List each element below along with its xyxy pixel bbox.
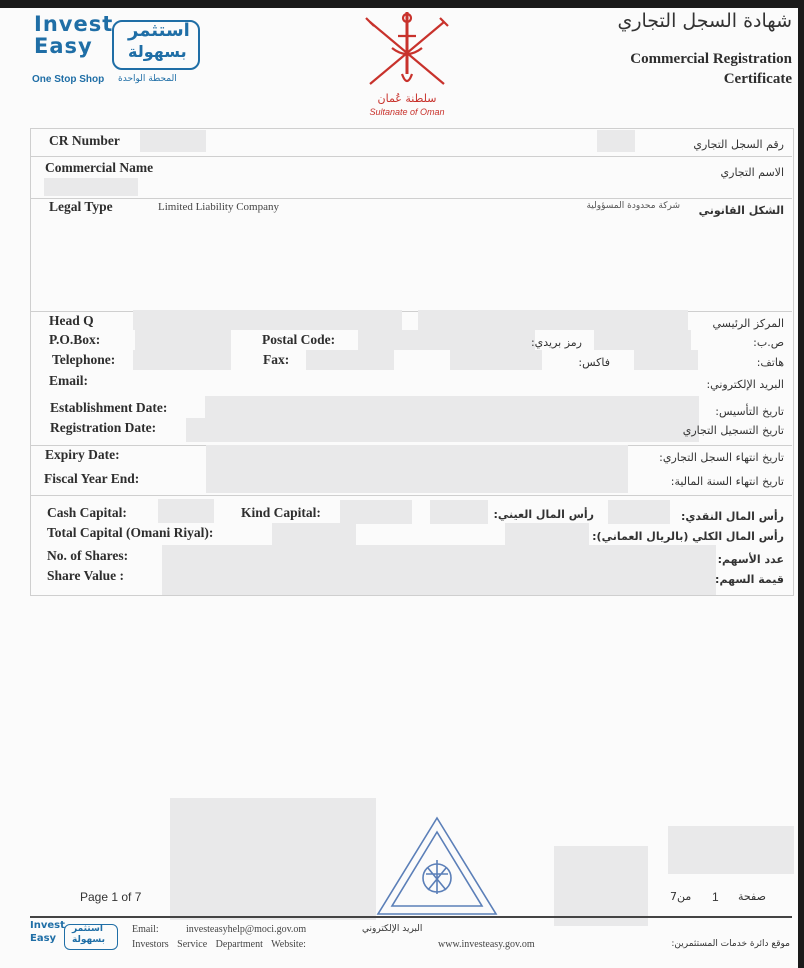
cash-capital-label-ar: رأس المال النقدي: — [680, 510, 784, 523]
kind-capital-label: Kind Capital: — [241, 505, 321, 520]
total-capital-value-redacted — [272, 523, 356, 545]
legal-type-label-ar: الشكل القانوني — [698, 204, 784, 217]
shares-value-redacted — [162, 545, 716, 595]
footer-logo-easy: Easy — [30, 933, 57, 944]
footer-department: Investors Service Department Website: — [132, 939, 306, 950]
divider — [30, 198, 792, 199]
telephone-value-redacted — [133, 350, 231, 370]
head-q-value-redacted — [133, 310, 402, 330]
expiry-date-value-redacted — [206, 445, 628, 493]
emblem-caption-en: Sultanate of Oman — [369, 107, 445, 117]
total-capital-value-redacted-2 — [505, 523, 589, 545]
expiry-date-label: Expiry Date: — [45, 447, 120, 462]
expiry-date-label-ar: تاريخ انتهاء السجل التجاري: — [659, 451, 784, 464]
legal-type-value: Limited Liability Company — [158, 201, 279, 213]
cr-number-value-redacted-2 — [597, 130, 635, 152]
signature-redacted — [170, 798, 376, 920]
email-label-ar: البريد الإلكتروني: — [706, 378, 784, 391]
page-number-ar-of: من7 — [670, 890, 692, 903]
kind-capital-value-redacted-2 — [430, 500, 488, 524]
pobox-label-ar: ص.ب: — [753, 336, 784, 349]
head-q-value-redacted-2 — [418, 310, 688, 330]
khanjar-swords-icon — [352, 8, 462, 98]
commercial-name-value-redacted — [44, 178, 138, 196]
postal-code-label: Postal Code: — [262, 332, 336, 347]
oman-emblem — [352, 8, 462, 120]
logo-tagline-en: One Stop Shop — [32, 74, 105, 85]
registration-date-value-redacted — [186, 418, 699, 442]
total-capital-label: Total Capital (Omani Riyal): — [47, 525, 214, 540]
page-number-ar-label: صفحة — [738, 890, 766, 903]
registration-date-label-ar: تاريخ التسجيل التجاري — [682, 424, 784, 437]
fiscal-year-end-label: Fiscal Year End: — [44, 471, 140, 486]
cash-capital-value-redacted — [158, 499, 214, 523]
commercial-name-label: Commercial Name — [45, 160, 154, 175]
logo-arabic-1: استثمر — [128, 20, 190, 41]
telephone-value-redacted-2 — [634, 350, 698, 370]
title-en-line1: Commercial Registration — [630, 51, 792, 67]
emblem-caption-ar: سلطنة عُمان — [377, 92, 437, 105]
footer-logo — [30, 920, 120, 954]
page-number-ar-num: 1 — [712, 890, 719, 904]
no-of-shares-label-ar: عدد الأسهم: — [717, 553, 784, 566]
pobox-label: P.O.Box: — [49, 332, 101, 347]
cr-number-label: CR Number — [49, 133, 120, 148]
logo-arabic-2: بسهولة — [128, 42, 187, 61]
email-label: Email: — [49, 373, 88, 388]
establishment-date-label-ar: تاريخ التأسيس: — [715, 405, 784, 418]
footer-divider — [30, 916, 792, 918]
logo-easy-text: Easy — [34, 34, 93, 58]
logo-invest-text: Invest — [34, 12, 114, 36]
cash-capital-label: Cash Capital: — [47, 505, 127, 520]
postal-code-label-ar: رمز بريدي: — [530, 336, 582, 349]
head-q-label: Head Q — [49, 313, 94, 328]
legal-type-value-ar: شركة محدودة المسؤولية — [586, 201, 680, 211]
share-value-label: Share Value : — [47, 568, 125, 583]
commercial-name-label-ar: الاسم التجاري — [720, 166, 784, 179]
fax-label-ar: فاكس: — [578, 356, 610, 369]
certificate-page — [0, 8, 798, 968]
registration-date-label: Registration Date: — [50, 420, 157, 435]
fax-value-redacted-2 — [450, 350, 542, 370]
footer-email-label: Email: — [132, 924, 159, 935]
footer-logo-ar-1: استثمر — [72, 924, 103, 934]
cr-number-label-ar: رقم السجل التجاري — [693, 138, 784, 151]
pobox-value-redacted-2 — [594, 330, 691, 350]
share-value-label-ar: قيمة السهم: — [715, 573, 784, 586]
invest-easy-logo — [32, 12, 202, 90]
kind-capital-label-ar: رأس المال العيني: — [493, 508, 594, 521]
cash-capital-value-redacted-2 — [608, 500, 670, 524]
ministry-stamp — [374, 814, 500, 918]
fax-value-redacted — [306, 350, 394, 370]
no-of-shares-label: No. of Shares: — [47, 548, 129, 563]
legal-type-label: Legal Type — [49, 199, 113, 214]
telephone-label: Telephone: — [52, 352, 116, 367]
title-en-line2: Certificate — [723, 71, 792, 87]
establishment-date-label: Establishment Date: — [50, 400, 168, 415]
footer-logo-ar-2: بسهولة — [72, 935, 105, 945]
title-ar: شهادة السجل التجاري — [617, 10, 792, 32]
footer-department-ar: موقع دائرة خدمات المستثمرين: — [671, 939, 790, 949]
footer-email-value: investeasyhelp@moci.gov.om — [186, 924, 307, 935]
establishment-date-value-redacted — [205, 396, 699, 418]
page-number-en: Page 1 of 7 — [80, 890, 142, 904]
footer-logo-invest: Invest — [30, 920, 65, 931]
fax-label: Fax: — [263, 352, 290, 367]
reference-redacted — [554, 846, 648, 926]
cr-number-value-redacted — [140, 130, 206, 152]
divider — [30, 156, 792, 157]
footer-email-label-ar: البريد الإلكتروني — [362, 924, 423, 934]
logo-tagline-ar: المحطة الواحدة — [118, 74, 177, 84]
divider — [30, 495, 792, 496]
kind-capital-value-redacted — [340, 500, 412, 524]
pobox-value-redacted — [135, 330, 231, 350]
telephone-label-ar: هاتف: — [756, 356, 784, 369]
postal-code-value-redacted — [358, 330, 535, 350]
head-q-label-ar: المركز الرئيسي — [712, 317, 784, 330]
barcode-redacted — [668, 826, 794, 874]
triangle-seal-icon — [374, 814, 500, 918]
fiscal-year-end-label-ar: تاريخ انتهاء السنة المالية: — [670, 475, 784, 488]
total-capital-label-ar: رأس المال الكلي (بالريال العماني): — [592, 530, 784, 543]
footer-website[interactable]: www.investeasy.gov.om — [438, 939, 535, 950]
